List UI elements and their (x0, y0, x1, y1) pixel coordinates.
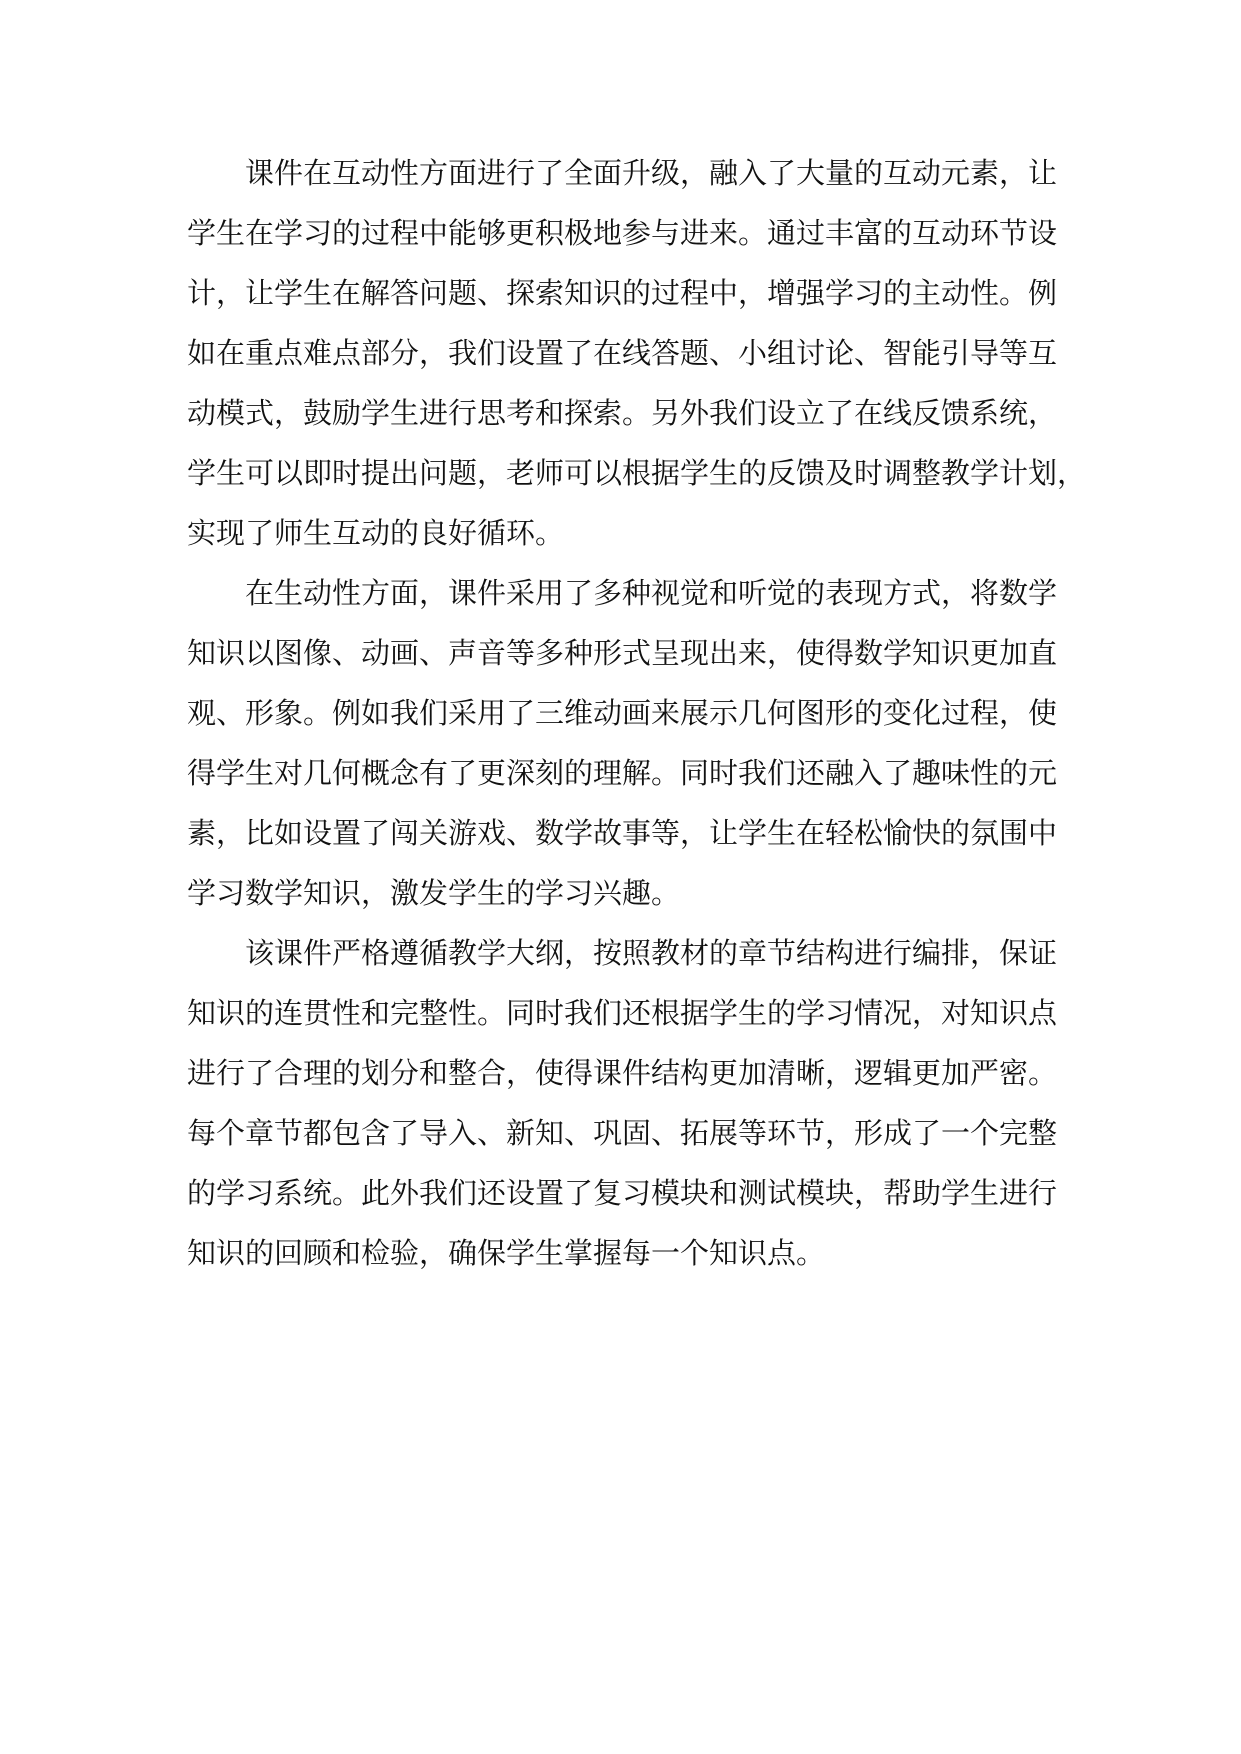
paragraph-line: 学习数学知识，激发学生的学习兴趣。 (187, 876, 681, 910)
paragraph-line: 知识的连贯性和完整性。同时我们还根据学生的学习情况，对知识点 (187, 996, 1058, 1030)
paragraph-line: 学生在学习的过程中能够更积极地参与进来。通过丰富的互动环节设 (187, 216, 1058, 250)
paragraph-line: 每个章节都包含了导入、新知、巩固、拓展等环节，形成了一个完整 (187, 1116, 1058, 1150)
paragraph-line: 课件在互动性方面进行了全面升级，融入了大量的互动元素，让 (245, 156, 1058, 190)
paragraph-line: 的学习系统。此外我们还设置了复习模块和测试模块，帮助学生进行 (187, 1176, 1058, 1210)
paragraph-line: 在生动性方面，课件采用了多种视觉和听觉的表现方式，将数学 (245, 576, 1058, 610)
paragraph-line: 计，让学生在解答问题、探索知识的过程中，增强学习的主动性。例 (187, 276, 1058, 310)
paragraph-line: 该课件严格遵循教学大纲，按照教材的章节结构进行编排，保证 (245, 936, 1058, 970)
paragraph-line: 得学生对几何概念有了更深刻的理解。同时我们还融入了趣味性的元 (187, 756, 1058, 790)
document-body (187, 143, 1087, 1283)
paragraph-structure (187, 923, 1057, 1283)
paragraph-line: 进行了合理的划分和整合，使得课件结构更加清晰，逻辑更加严密。 (187, 1056, 1058, 1090)
paragraph-interactivity (187, 143, 1087, 563)
paragraph-line: 观、形象。例如我们采用了三维动画来展示几何图形的变化过程，使 (187, 696, 1058, 730)
paragraph-line: 如在重点难点部分，我们设置了在线答题、小组讨论、智能引导等互 (187, 336, 1058, 370)
paragraph-line: 知识的回顾和检验，确保学生掌握每一个知识点。 (187, 1236, 826, 1270)
paragraph-line: 知识以图像、动画、声音等多种形式呈现出来，使得数学知识更加直 (187, 636, 1058, 670)
paragraph-line: 学生可以即时提出问题，老师可以根据学生的反馈及时调整教学计划， (187, 456, 1087, 490)
paragraph-line: 实现了师生互动的良好循环。 (187, 516, 565, 550)
paragraph-line: 动模式，鼓励学生进行思考和探索。另外我们设立了在线反馈系统， (187, 396, 1058, 430)
paragraph-vividness (187, 563, 1057, 923)
paragraph-line: 素，比如设置了闯关游戏、数学故事等，让学生在轻松愉快的氛围中 (187, 816, 1058, 850)
